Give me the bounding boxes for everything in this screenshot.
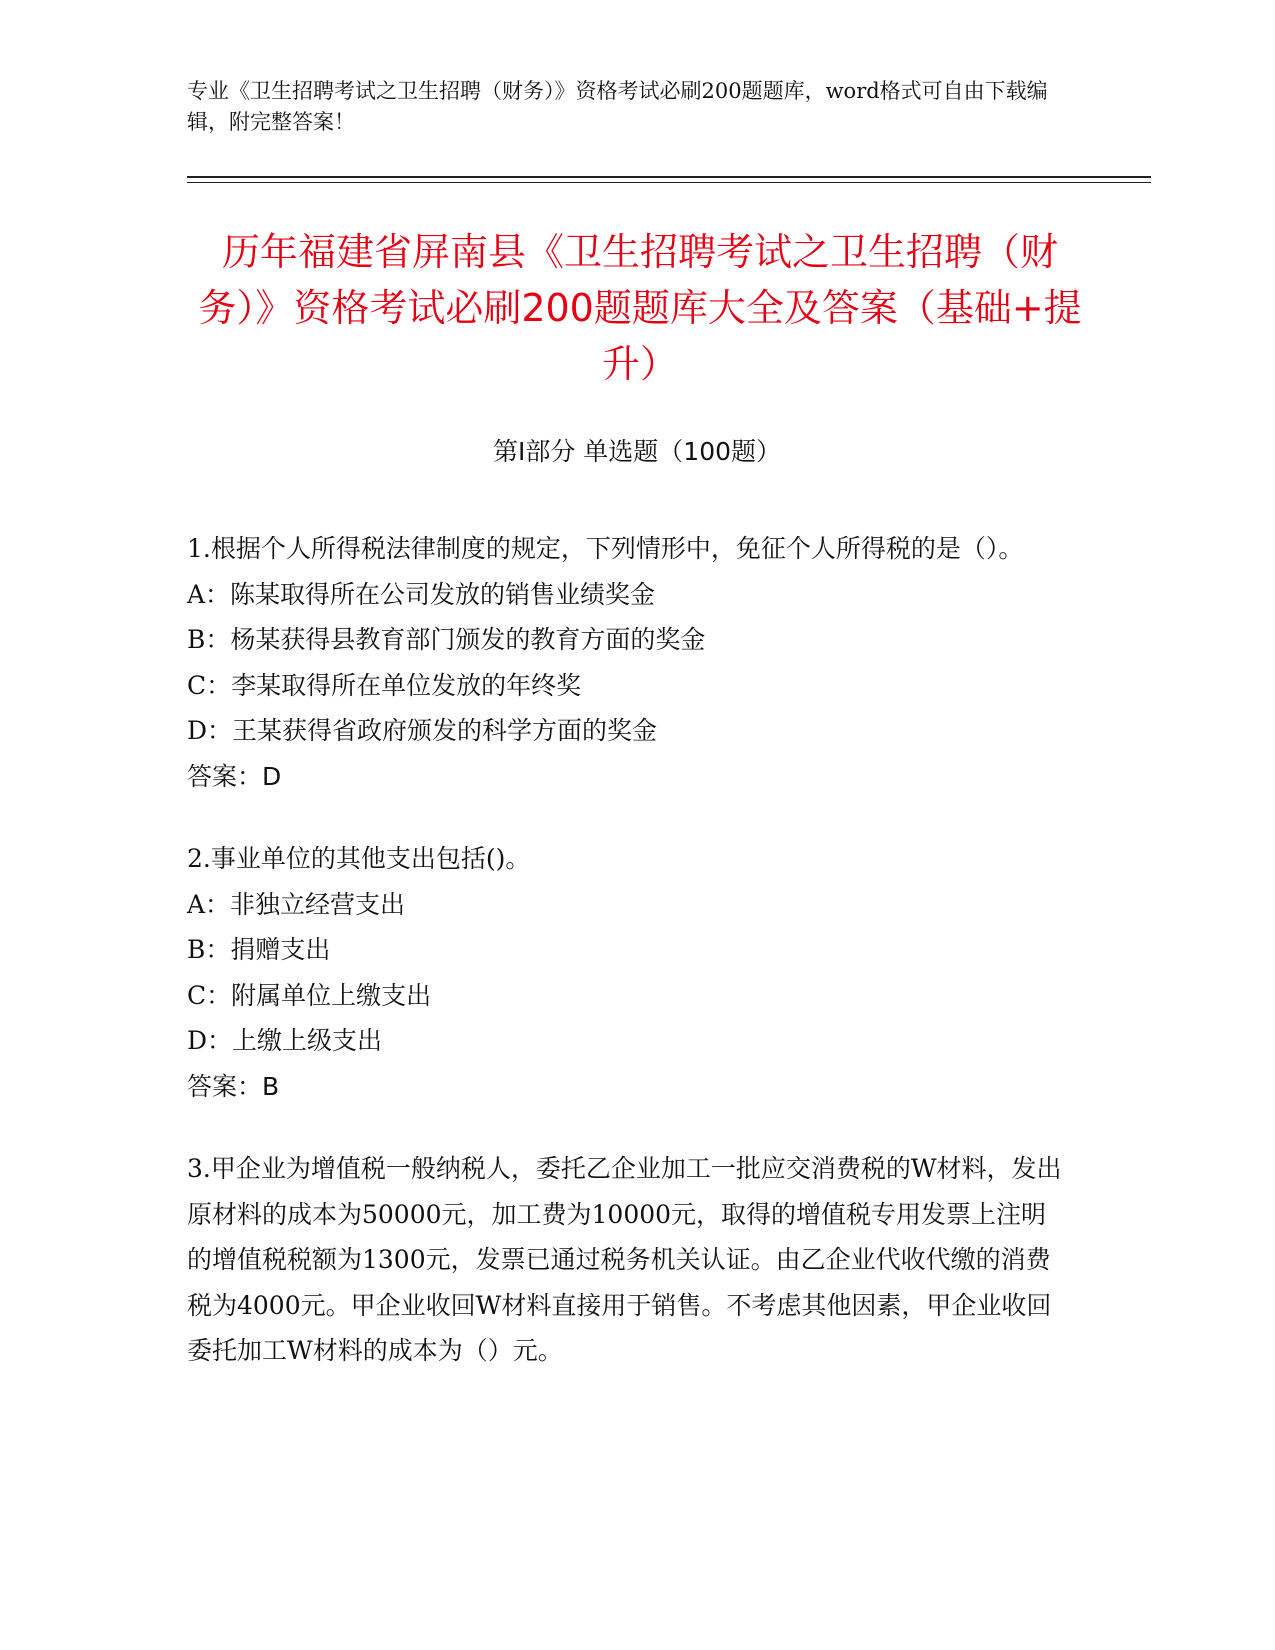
option-b: B：捐赠支出: [187, 935, 331, 964]
question-stem: 2.事业单位的其他支出包括()。: [187, 844, 531, 873]
option-d: D：上缴上级支出: [187, 1026, 383, 1055]
option-a: A：非独立经营支出: [187, 889, 406, 919]
document-title: 历年福建省屏南县《卫生招聘考试之卫生招聘（财务）》资格考试必刷200题题库大全及答案（基础+提升）: [198, 230, 1082, 386]
question-stem: 1.根据个人所得税法律制度的规定，下列情形中，免征个人所得税的是（）。: [187, 534, 1024, 563]
answer: 答案：D: [187, 761, 282, 791]
option-c: C：附属单位上缴支出: [187, 980, 432, 1010]
option-c: C：李某取得所在单位发放的年终奖: [187, 670, 582, 700]
header-divider-thick: [187, 176, 1151, 178]
option-b: B：杨某获得县教育部门颁发的教育方面的奖金: [187, 625, 706, 654]
option-a: A：陈某取得所在公司发放的销售业绩奖金: [187, 579, 656, 609]
header-note: 专业《卫生招聘考试之卫生招聘（财务）》资格考试必刷200题题库，word格式可自由下载编辑，附完整答案！: [187, 79, 1048, 134]
option-d: D：王某获得省政府颁发的科学方面的奖金: [187, 716, 658, 745]
question-2: [187, 836, 1067, 1109]
question-list: [187, 526, 1067, 1411]
section-heading: 第Ⅰ部分 单选题（100题）: [492, 437, 782, 466]
question-3: [187, 1146, 1067, 1374]
question-1: [187, 526, 1067, 799]
header-divider-thin: [187, 182, 1151, 183]
answer: 答案：B: [187, 1071, 280, 1101]
question-stem: 3.甲企业为增值税一般纳税人，委托乙企业加工一批应交消费税的W材料，发出原材料的成本为50000元，加工费为10000元，取得的增值税专用发票上注明的增值税税额为1300元，发票已通过税务机关认证。由乙企业代收代缴的消费税为4000元。甲企业收回W材料直接用于销售。不考虑其他因素，甲企业收回委托加工W材料的成本为（）元。: [187, 1154, 1062, 1365]
